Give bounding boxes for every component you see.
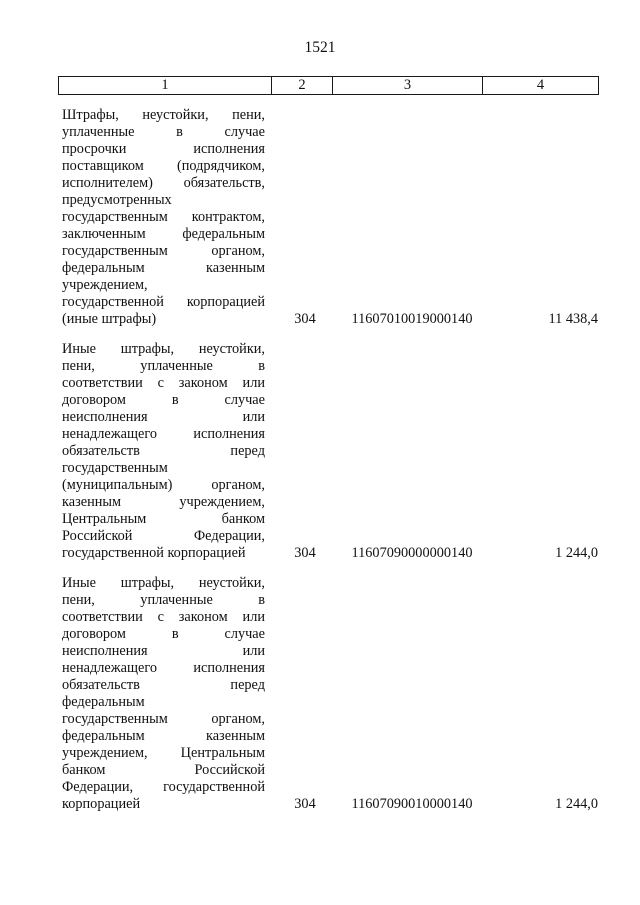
description-line: неисполнения или (62, 643, 265, 659)
page-number: 1521 (304, 39, 336, 56)
description-line: поставщиком (подрядчиком, (62, 158, 265, 174)
description-line: обязательств перед (62, 443, 265, 459)
row-amount: 1 244,0 (555, 545, 598, 561)
table-row (62, 107, 598, 333)
description-line: государственной корпорацией (62, 545, 246, 561)
header-col-3: 3 (333, 77, 483, 94)
table-header (58, 76, 599, 95)
row-description (62, 107, 265, 328)
description-line: пени, уплаченные в (62, 592, 265, 608)
header-col-4: 4 (536, 77, 545, 93)
description-line: исполнителем) обязательств, (62, 175, 265, 191)
description-line: Федерации, государственной (62, 779, 265, 795)
description-line: неисполнения или (62, 409, 265, 425)
description-line: обязательств перед (62, 677, 265, 693)
row-kbk: 11607090010000140 (351, 796, 473, 812)
description-line: корпорацией (62, 796, 141, 812)
description-line: государственным органом, (62, 243, 265, 259)
description-line: государственной корпорацией (62, 294, 265, 310)
row-amount: 1 244,0 (555, 796, 598, 812)
description-line: просрочки исполнения (62, 141, 265, 157)
description-line: договором в случае (62, 392, 265, 408)
description-line: ненадлежащего исполнения (62, 660, 265, 676)
description-line: государственным (62, 460, 168, 476)
description-line: Российской Федерации, (62, 528, 265, 544)
description-line: Центральным банком (62, 511, 265, 527)
description-line: заключенным федеральным (62, 226, 265, 242)
description-line: федеральным казенным (62, 260, 265, 276)
table-row (62, 341, 598, 567)
row-amount: 11 438,4 (548, 311, 598, 327)
row-code: 304 (294, 545, 316, 561)
row-code: 304 (294, 311, 316, 327)
description-line: соответствии с законом или (62, 375, 265, 391)
description-line: уплаченные в случае (62, 124, 265, 140)
description-line: Иные штрафы, неустойки, (62, 575, 265, 591)
description-line: федеральным (62, 694, 145, 710)
description-line: Иные штрафы, неустойки, (62, 341, 265, 357)
description-line: учреждением, Центральным (62, 745, 265, 761)
description-line: Штрафы, неустойки, пени, (62, 107, 265, 123)
row-kbk: 11607010019000140 (351, 311, 473, 327)
description-line: пени, уплаченные в (62, 358, 265, 374)
description-line: договором в случае (62, 626, 265, 642)
header-col-1: 1 (59, 77, 272, 94)
description-line: федеральным казенным (62, 728, 265, 744)
description-line: государственным органом, (62, 711, 265, 727)
description-line: (иные штрафы) (62, 311, 157, 327)
description-line: соответствии с законом или (62, 609, 265, 625)
description-line: банком Российской (62, 762, 265, 778)
row-kbk: 11607090000000140 (351, 545, 473, 561)
description-line: ненадлежащего исполнения (62, 426, 265, 442)
description-line: учреждением, (62, 277, 148, 293)
row-code: 304 (294, 796, 316, 812)
row-description (62, 341, 265, 562)
description-line: государственным контрактом, (62, 209, 265, 225)
table-row (62, 575, 598, 818)
description-line: казенным учреждением, (62, 494, 265, 510)
description-line: предусмотренных (62, 192, 172, 208)
row-description (62, 575, 265, 813)
description-line: (муниципальным) органом, (62, 477, 265, 493)
header-col-2: 2 (272, 77, 333, 94)
